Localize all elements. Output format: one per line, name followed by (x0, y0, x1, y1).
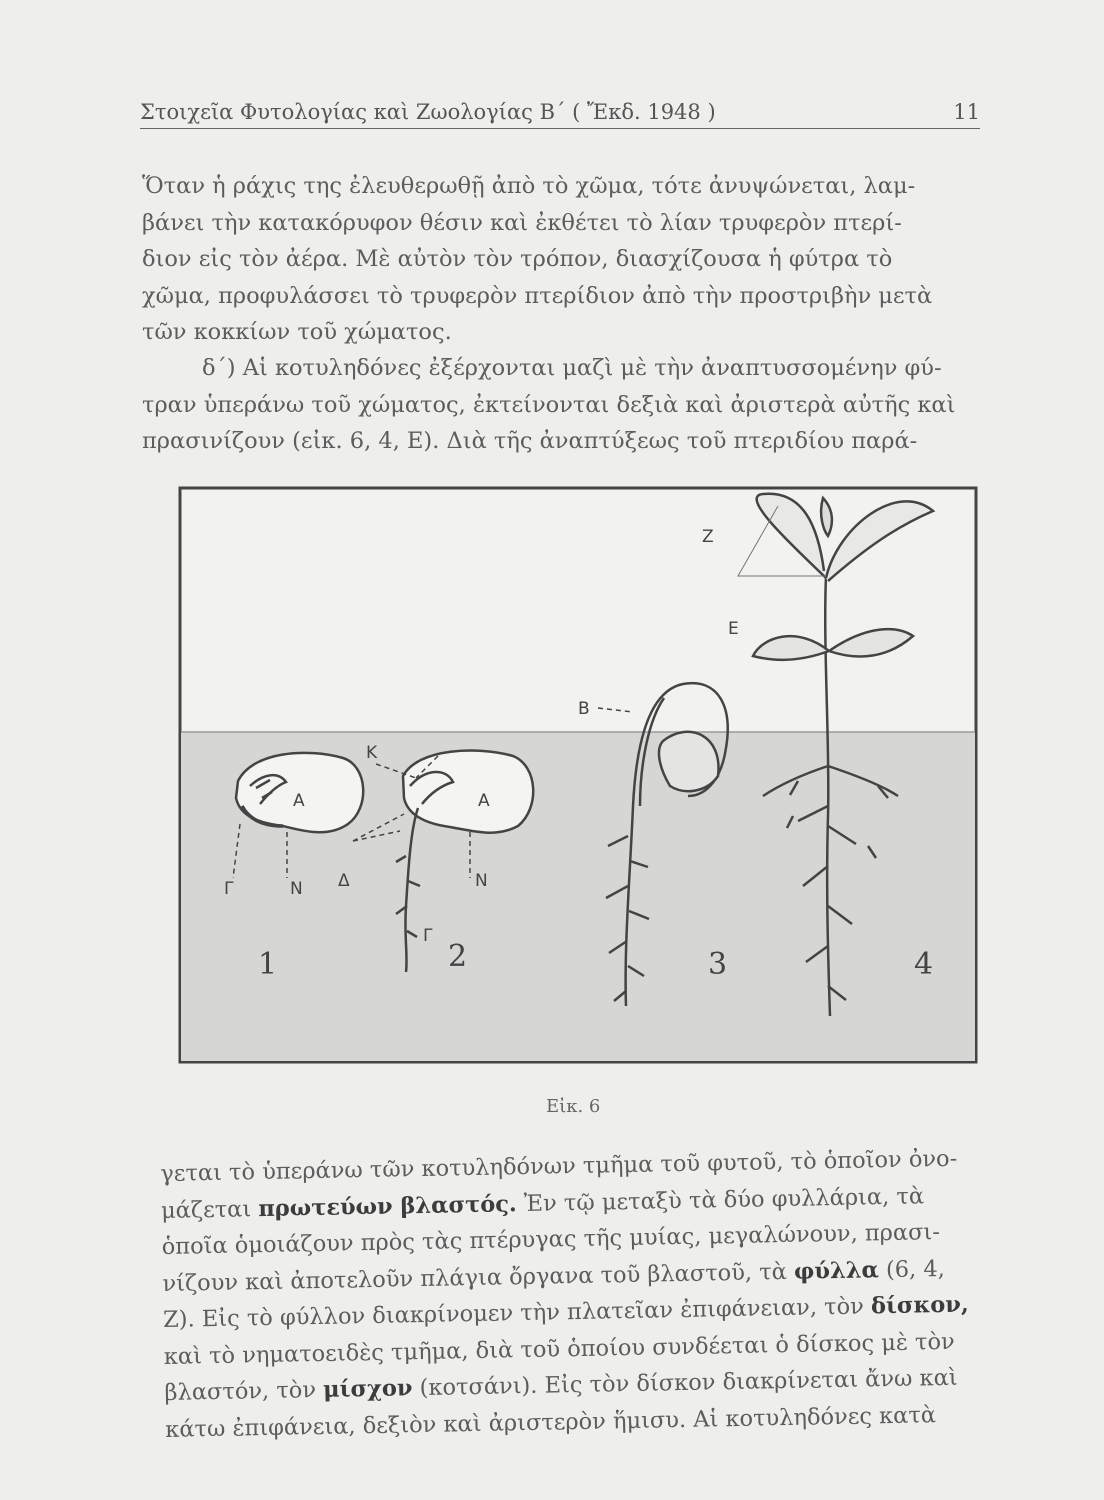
running-head (140, 100, 980, 129)
label-b: Β (578, 699, 590, 719)
text-line: τραν ὑπεράνω τοῦ χώματος, ἐκτείνονται δεξιὰ καὶ ἀριστερὰ αὐτῆς καὶ (142, 391, 956, 418)
label-n1: Ν (290, 879, 303, 899)
label-e: Ε (728, 619, 739, 639)
stage-number-4: 4 (914, 947, 934, 982)
paragraph-3 (160, 1140, 1013, 1448)
text-line: Ὅταν ἡ ράχις της ἐλευθερωθῇ ἀπὸ τὸ χῶμα, τότε ἀνυψώνεται, λαμ- (142, 173, 916, 199)
text-line: τῶν κοκκίων τοῦ χώματος. (142, 319, 452, 345)
label-g1: Γ (224, 879, 234, 899)
text-line: γεται τὸ ὑπεράνω τῶν κοτυληδόνων τμῆμα τοῦ φυτοῦ, τὸ ὁποῖον ὀνο- (160, 1145, 958, 1187)
term-petiole: μίσχον (322, 1375, 413, 1403)
label-k: Κ (366, 743, 378, 763)
label-a1: Α (293, 791, 305, 811)
paragraph-2 (142, 350, 988, 460)
text-run: Ζ). Εἰς τὸ φύλλον διακρίνομεν τὴν πλατεῖαν ἐπιφάνειαν, τὸν (162, 1293, 872, 1333)
term-blade: δίσκον, (870, 1291, 969, 1320)
text-run: μάζεται (160, 1195, 259, 1224)
page-number: 11 (953, 100, 980, 124)
term-primary-stem: πρωτεύων βλαστός. (258, 1190, 517, 1222)
text-line: ὁποῖα ὁμοιάζουν πρὸς τὰς πτέρυγας τῆς μυίας, μεγαλώνουν, πρασι- (161, 1219, 941, 1260)
text-line: διον εἰς τὸν ἀέρα. Μὲ αὐτὸν τὸν τρόπον, διασχίζουσα ἡ φύτρα τὸ (142, 246, 893, 272)
label-a2: Α (478, 791, 490, 811)
text-run: (κοτσάνι). Εἰς τὸν δίσκον διακρίνεται ἄνω καὶ (412, 1364, 958, 1402)
term-leaves: φύλλα (793, 1256, 880, 1285)
figure-caption: Εἰκ. 6 (546, 1096, 601, 1117)
header-title: Στοιχεῖα Φυτολογίας καὶ Ζωολογίας Β΄ ( Ἔκδ. 1948 ) (140, 100, 716, 124)
label-d: Δ (338, 871, 350, 891)
text-run: βλαστόν, τὸν (164, 1376, 324, 1406)
paragraph-1 (142, 168, 988, 351)
text-line: κάτω ἐπιφάνεια, δεξιὸν καὶ ἀριστερὸν ἥμισυ. Αἱ κοτυληδόνες κατὰ (165, 1401, 937, 1443)
text-line: πρασινίζουν (εἰκ. 6, 4, Ε). Διὰ τῆς ἀναπτύξεως τοῦ πτεριδίου παρά- (142, 428, 918, 454)
text-run: νίζουν καὶ ἀποτελοῦν πλάγια ὄργανα τοῦ βλαστοῦ, τὰ (162, 1258, 795, 1297)
stage-number-2: 2 (448, 939, 468, 974)
stage-number-1: 1 (258, 947, 278, 982)
text-run: Ἐν τῷ μεταξὺ τὰ δύο φυλλάρια, τὰ (516, 1182, 925, 1217)
label-n2: Ν (475, 871, 488, 891)
label-z: Ζ (702, 527, 714, 547)
text-line: χῶμα, προφυλάσσει τὸ τρυφερὸν πτερίδιον ἀπὸ τὴν προστριβὴν μετὰ (142, 282, 933, 309)
text-line: δ΄) Αἱ κοτυληδόνες ἐξέρχονται μαζὶ μὲ τὴν ἀναπτυσσομένην φύ- (202, 355, 942, 381)
label-g2: Γ (423, 926, 433, 946)
text-line: καὶ τὸ νηματοειδὲς τμῆμα, διὰ τοῦ ὁποίου συνδέεται ὁ δίσκος μὲ τὸν (163, 1328, 955, 1370)
stage-number-3: 3 (708, 947, 728, 982)
text-run: (6, 4, (878, 1255, 946, 1283)
seedling-figure (178, 486, 978, 1064)
bean-germination-illustration (178, 486, 978, 1064)
text-line: βάνει τὴν κατακόρυφον θέσιν καὶ ἐκθέτει τὸ λίαν τρυφερὸν πτερί- (142, 209, 902, 236)
